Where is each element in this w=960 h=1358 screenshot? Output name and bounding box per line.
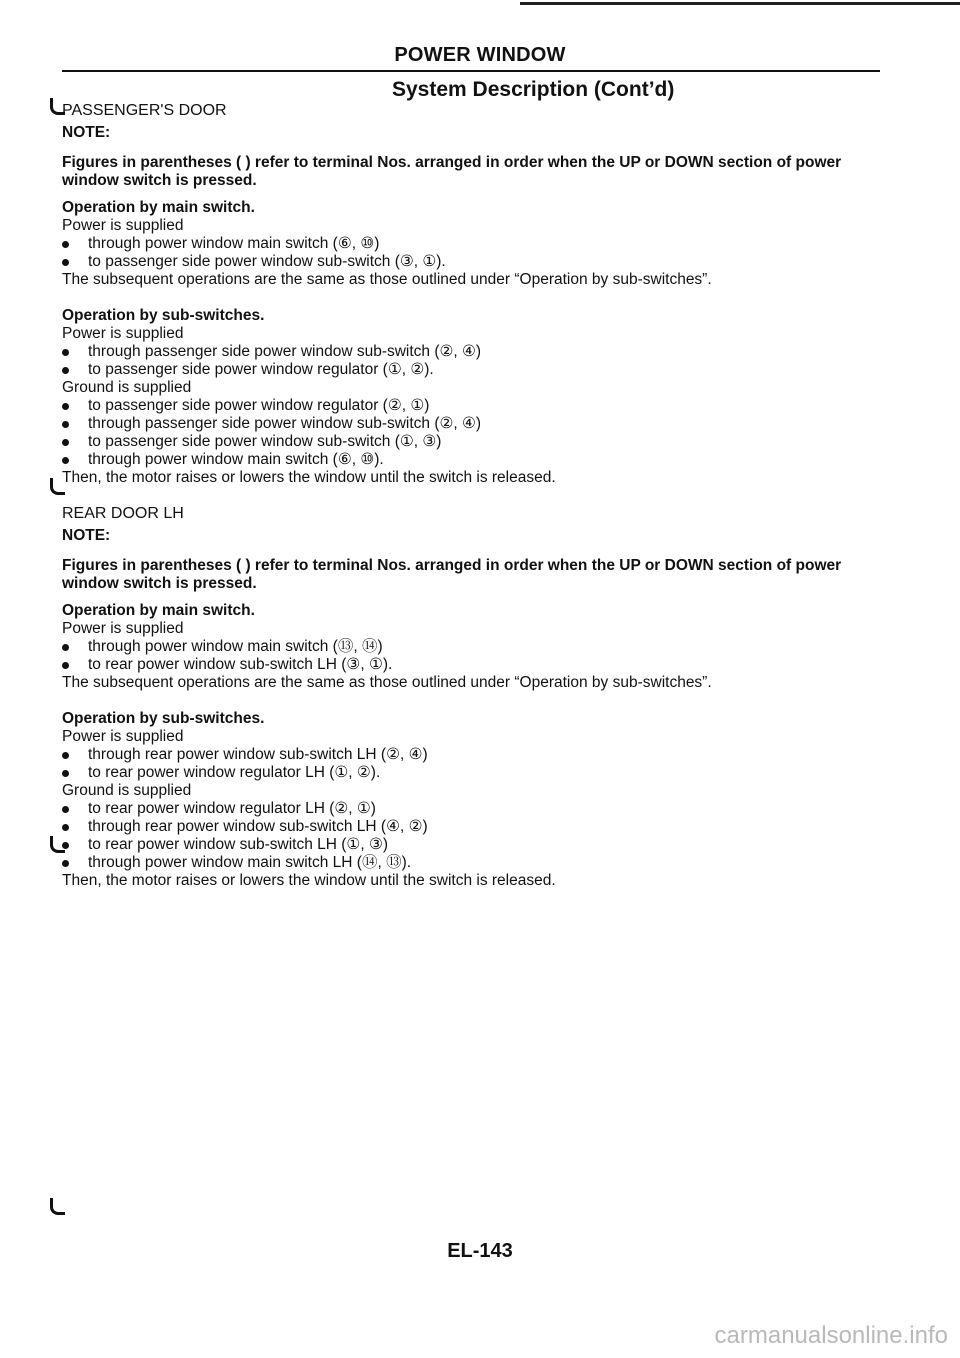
note-label: NOTE:	[62, 527, 111, 544]
note-label: NOTE:	[62, 124, 111, 141]
binder-mark-icon	[50, 1198, 65, 1215]
paragraph: Then, the motor raises or lowers the window until the switch is released.	[62, 872, 556, 889]
bullet-item: through passenger side power window sub-switch (②, ④)	[62, 343, 892, 361]
bullet-item: to passenger side power window regulator (①, ②).	[62, 361, 892, 379]
rear-door-lh-section	[62, 505, 892, 890]
note-text: Figures in parentheses ( ) refer to terminal Nos. arranged in order when the UP or DOWN section of power window switch is pressed.	[62, 154, 842, 189]
paragraph: The subsequent operations are the same as those outlined under “Operation by sub-switches”.	[62, 674, 712, 691]
section-heading: PASSENGER'S DOOR	[62, 102, 227, 119]
ground-intro: Ground is supplied	[62, 379, 192, 396]
ground-intro: Ground is supplied	[62, 782, 192, 799]
scan-edge-line	[520, 2, 960, 5]
bullet-item: through rear power window sub-switch LH (④, ②)	[62, 818, 892, 836]
bullet-item: through power window main switch (⑥, ⑩)	[62, 235, 892, 253]
paragraph: Then, the motor raises or lowers the window until the switch is released.	[62, 469, 556, 486]
bullet-list	[62, 343, 892, 379]
document-body	[62, 102, 892, 890]
power-intro: Power is supplied	[62, 325, 184, 342]
bullet-list	[62, 746, 892, 782]
bullet-item: through power window main switch LH (⑭, ⑬).	[62, 854, 892, 872]
power-intro: Power is supplied	[62, 620, 184, 637]
bullet-item: to passenger side power window regulator (②, ①)	[62, 397, 892, 415]
bullet-item: to rear power window regulator LH (②, ①)	[62, 800, 892, 818]
bullet-item: through rear power window sub-switch LH (②, ④)	[62, 746, 892, 764]
paragraph: The subsequent operations are the same as those outlined under “Operation by sub-switches”.	[62, 271, 712, 288]
bullet-item: through power window main switch (⑬, ⑭)	[62, 638, 892, 656]
page-subtitle: System Description (Cont’d)	[392, 78, 675, 101]
page-title: POWER WINDOW	[394, 44, 566, 66]
bullet-item: to passenger side power window sub-switch (①, ③)	[62, 433, 892, 451]
bullet-item: to rear power window regulator LH (①, ②).	[62, 764, 892, 782]
power-intro: Power is supplied	[62, 217, 184, 234]
bullet-list	[62, 397, 892, 469]
bullet-item: to rear power window sub-switch LH (③, ①).	[62, 656, 892, 674]
bullet-list	[62, 800, 892, 872]
bullet-list	[62, 235, 892, 271]
header-rule	[62, 70, 880, 72]
operation-heading: Operation by sub-switches.	[62, 710, 265, 727]
watermark: carmanualsonline.info	[714, 1322, 948, 1349]
page-number: EL-143	[447, 1240, 513, 1262]
bullet-list	[62, 638, 892, 674]
operation-heading: Operation by sub-switches.	[62, 307, 265, 324]
passenger-door-section	[62, 102, 892, 487]
bullet-item: to rear power window sub-switch LH (①, ③)	[62, 836, 892, 854]
note-text: Figures in parentheses ( ) refer to terminal Nos. arranged in order when the UP or DOWN section of power window switch is pressed.	[62, 557, 842, 592]
operation-heading: Operation by main switch.	[62, 199, 255, 216]
power-intro: Power is supplied	[62, 728, 184, 745]
operation-heading: Operation by main switch.	[62, 602, 255, 619]
bullet-item: to passenger side power window sub-switch (③, ①).	[62, 253, 892, 271]
bullet-item: through passenger side power window sub-switch (②, ④)	[62, 415, 892, 433]
bullet-item: through power window main switch (⑥, ⑩).	[62, 451, 892, 469]
section-heading: REAR DOOR LH	[62, 505, 184, 522]
